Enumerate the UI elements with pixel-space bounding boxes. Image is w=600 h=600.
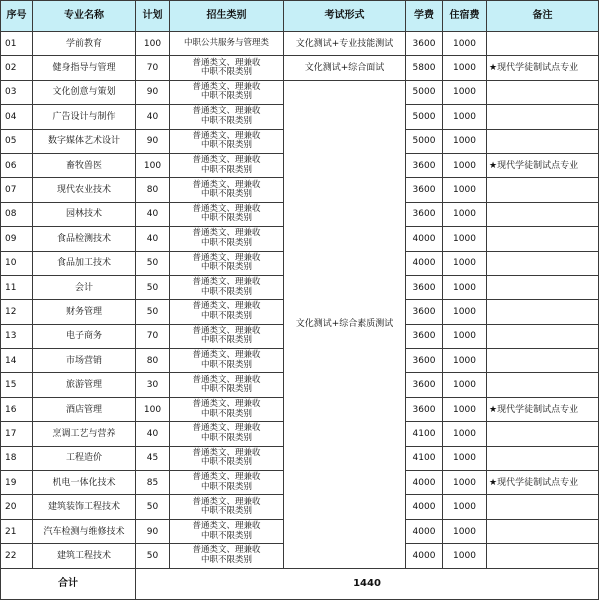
row-plan: 40 — [136, 422, 170, 446]
row-major: 烹调工艺与营养 — [33, 422, 136, 446]
row-note — [487, 129, 599, 153]
row-tuition: 4000 — [406, 251, 443, 275]
row-category — [170, 519, 284, 543]
row-category — [170, 300, 284, 324]
row-note — [487, 300, 599, 324]
category-line: 中职不限类别 — [200, 457, 252, 468]
row-exam: 文化测试+专业技能测试 — [284, 32, 406, 56]
category-line: 中职不限类别 — [200, 189, 252, 200]
row-tuition: 5000 — [406, 80, 443, 104]
row-note — [487, 349, 599, 373]
category-line: 中职不限类别 — [200, 286, 252, 297]
row-plan: 50 — [136, 544, 170, 568]
row-no: 08 — [1, 202, 33, 226]
row-dorm: 1000 — [443, 32, 487, 56]
category-line: 中职不限类别 — [200, 359, 252, 370]
row-category — [170, 202, 284, 226]
category-line: 普通类文、理兼收 — [192, 228, 261, 239]
row-note — [487, 422, 599, 446]
category-line: 普通类文、理兼收 — [192, 277, 261, 288]
row-note: ★现代学徒制试点专业 — [487, 471, 599, 495]
row-note — [487, 178, 599, 202]
total-label: 合计 — [1, 568, 136, 599]
row-major: 健身指导与管理 — [33, 56, 136, 80]
category-line: 普通类文、理兼收 — [192, 399, 261, 410]
row-plan: 100 — [136, 397, 170, 421]
row-plan: 40 — [136, 227, 170, 251]
category-line: 普通类文、理兼收 — [192, 423, 261, 434]
row-dorm: 1000 — [443, 519, 487, 543]
row-major: 电子商务 — [33, 324, 136, 348]
row-no: 04 — [1, 105, 33, 129]
row-plan: 50 — [136, 251, 170, 275]
category-line: 中职不限类别 — [200, 432, 252, 443]
row-plan: 90 — [136, 80, 170, 104]
row-major: 食品检测技术 — [33, 227, 136, 251]
row-tuition: 4000 — [406, 544, 443, 568]
header-exam: 考试形式 — [284, 1, 406, 32]
row-exam: 文化测试+综合面试 — [284, 56, 406, 80]
row-category — [170, 56, 284, 80]
category-line: 中职不限类别 — [200, 481, 252, 492]
category-line: 普通类文、理兼收 — [192, 521, 261, 531]
row-major: 文化创意与策划 — [33, 80, 136, 104]
row-no: 02 — [1, 56, 33, 80]
row-dorm: 1000 — [443, 471, 487, 495]
category-line: 中职不限类别 — [200, 310, 252, 321]
category-line: 普通类文、理兼收 — [192, 301, 261, 312]
row-dorm: 1000 — [443, 153, 487, 177]
category-line: 中职不限类别 — [200, 506, 252, 517]
category-line: 普通类文、理兼收 — [192, 472, 261, 483]
row-tuition: 3600 — [406, 178, 443, 202]
row-dorm: 1000 — [443, 227, 487, 251]
row-note — [487, 495, 599, 519]
row-note — [487, 80, 599, 104]
row-dorm: 1000 — [443, 373, 487, 397]
category-line: 普通类文、理兼收 — [192, 545, 261, 556]
header-row — [1, 1, 599, 32]
category-line: 普通类文、理兼收 — [192, 81, 261, 92]
row-no: 05 — [1, 129, 33, 153]
row-category: 中职公共服务与管理类 — [170, 32, 284, 56]
row-plan: 100 — [136, 32, 170, 56]
row-no: 14 — [1, 349, 33, 373]
row-tuition: 4000 — [406, 227, 443, 251]
row-dorm: 1000 — [443, 495, 487, 519]
category-line: 普通类文、理兼收 — [192, 57, 261, 68]
row-plan: 40 — [136, 105, 170, 129]
row-plan: 80 — [136, 349, 170, 373]
category-line: 普通类文、理兼收 — [192, 325, 261, 336]
row-category — [170, 373, 284, 397]
category-line: 普通类文、理兼收 — [192, 130, 261, 141]
row-category — [170, 446, 284, 470]
table-row — [1, 80, 599, 104]
row-note — [487, 275, 599, 299]
row-category — [170, 471, 284, 495]
row-tuition: 3600 — [406, 373, 443, 397]
row-tuition: 3600 — [406, 202, 443, 226]
row-plan: 70 — [136, 324, 170, 348]
row-major: 数字媒体艺术设计 — [33, 129, 136, 153]
row-plan: 90 — [136, 519, 170, 543]
row-plan: 80 — [136, 178, 170, 202]
category-line: 中职不限类别 — [200, 115, 252, 126]
row-no: 20 — [1, 495, 33, 519]
row-dorm: 1000 — [443, 446, 487, 470]
row-major: 旅游管理 — [33, 373, 136, 397]
row-category — [170, 324, 284, 348]
category-line: 中职不限类别 — [200, 262, 252, 273]
table-row — [1, 32, 599, 56]
row-major: 市场营销 — [33, 349, 136, 373]
row-major: 园林技术 — [33, 202, 136, 226]
category-line: 中职不限类别 — [200, 384, 252, 395]
row-plan: 70 — [136, 56, 170, 80]
row-note — [487, 202, 599, 226]
category-line: 中职不限类别 — [200, 91, 252, 102]
row-category — [170, 227, 284, 251]
header-tuition: 学费 — [406, 1, 443, 32]
row-no: 21 — [1, 519, 33, 543]
row-category — [170, 251, 284, 275]
row-category — [170, 544, 284, 568]
category-line: 中职不限类别 — [200, 408, 252, 419]
row-major: 现代农业技术 — [33, 178, 136, 202]
row-dorm: 1000 — [443, 275, 487, 299]
row-note: ★现代学徒制试点专业 — [487, 397, 599, 421]
row-note — [487, 251, 599, 275]
category-line: 中职不限类别 — [200, 164, 252, 175]
row-tuition: 3600 — [406, 397, 443, 421]
row-note — [487, 227, 599, 251]
category-line: 普通类文、理兼收 — [192, 252, 261, 263]
category-line: 普通类文、理兼收 — [192, 155, 261, 166]
category-line: 中职不限类别 — [200, 554, 252, 565]
total-value: 1440 — [136, 568, 599, 599]
row-dorm: 1000 — [443, 105, 487, 129]
total-row — [1, 568, 599, 599]
row-note — [487, 324, 599, 348]
header-category: 招生类别 — [170, 1, 284, 32]
row-plan: 100 — [136, 153, 170, 177]
category-line: 中职不限类别 — [200, 530, 252, 541]
row-dorm: 1000 — [443, 129, 487, 153]
row-no: 11 — [1, 275, 33, 299]
category-line: 普通类文、理兼收 — [192, 496, 261, 507]
row-note — [487, 544, 599, 568]
row-note: ★现代学徒制试点专业 — [487, 153, 599, 177]
row-dorm: 1000 — [443, 397, 487, 421]
row-dorm: 1000 — [443, 178, 487, 202]
row-major: 财务管理 — [33, 300, 136, 324]
row-tuition: 3600 — [406, 32, 443, 56]
row-plan: 85 — [136, 471, 170, 495]
row-category — [170, 153, 284, 177]
row-category — [170, 495, 284, 519]
row-plan: 30 — [136, 373, 170, 397]
row-category — [170, 397, 284, 421]
row-no: 03 — [1, 80, 33, 104]
row-no: 22 — [1, 544, 33, 568]
category-line: 普通类文、理兼收 — [192, 447, 261, 458]
row-major: 会计 — [33, 275, 136, 299]
row-dorm: 1000 — [443, 251, 487, 275]
row-major: 汽车检测与维修技术 — [33, 519, 136, 543]
row-category — [170, 105, 284, 129]
row-note — [487, 446, 599, 470]
row-major: 建筑工程技术 — [33, 544, 136, 568]
row-no: 07 — [1, 178, 33, 202]
category-line: 普通类文、理兼收 — [192, 374, 261, 385]
row-no: 12 — [1, 300, 33, 324]
row-dorm: 1000 — [443, 349, 487, 373]
row-major: 学前教育 — [33, 32, 136, 56]
category-line: 中职不限类别 — [200, 237, 252, 248]
row-tuition: 3600 — [406, 324, 443, 348]
row-tuition: 3600 — [406, 275, 443, 299]
row-major: 建筑装饰工程技术 — [33, 495, 136, 519]
row-tuition: 4100 — [406, 422, 443, 446]
row-dorm: 1000 — [443, 56, 487, 80]
header-note: 备注 — [487, 1, 599, 32]
table-row — [1, 56, 599, 80]
category-line: 中职不限类别 — [200, 213, 252, 224]
row-dorm: 1000 — [443, 300, 487, 324]
row-no: 19 — [1, 471, 33, 495]
row-plan: 50 — [136, 495, 170, 519]
row-tuition: 5000 — [406, 129, 443, 153]
row-dorm: 1000 — [443, 544, 487, 568]
row-no: 17 — [1, 422, 33, 446]
row-major: 工程造价 — [33, 446, 136, 470]
row-plan: 90 — [136, 129, 170, 153]
exam-merged: 文化测试+综合素质测试 — [284, 80, 406, 568]
category-line: 普通类文、理兼收 — [192, 106, 261, 117]
row-dorm: 1000 — [443, 202, 487, 226]
row-category — [170, 178, 284, 202]
row-note — [487, 32, 599, 56]
row-tuition: 4000 — [406, 495, 443, 519]
header-plan: 计划 — [136, 1, 170, 32]
row-no: 09 — [1, 227, 33, 251]
row-dorm: 1000 — [443, 422, 487, 446]
row-major: 畜牧兽医 — [33, 153, 136, 177]
category-line: 中职不限类别 — [200, 335, 252, 346]
row-plan: 50 — [136, 275, 170, 299]
row-note: ★现代学徒制试点专业 — [487, 56, 599, 80]
row-dorm: 1000 — [443, 80, 487, 104]
row-major: 广告设计与制作 — [33, 105, 136, 129]
row-no: 15 — [1, 373, 33, 397]
row-tuition: 5800 — [406, 56, 443, 80]
row-tuition: 3600 — [406, 349, 443, 373]
row-category — [170, 275, 284, 299]
row-tuition: 5000 — [406, 105, 443, 129]
row-no: 10 — [1, 251, 33, 275]
row-no: 01 — [1, 32, 33, 56]
category-line: 中职不限类别 — [200, 67, 252, 78]
row-category — [170, 80, 284, 104]
row-note — [487, 373, 599, 397]
row-no: 06 — [1, 153, 33, 177]
header-no: 序号 — [1, 1, 33, 32]
row-tuition: 3600 — [406, 153, 443, 177]
row-plan: 45 — [136, 446, 170, 470]
row-category — [170, 129, 284, 153]
row-plan: 50 — [136, 300, 170, 324]
row-no: 18 — [1, 446, 33, 470]
category-line: 普通类文、理兼收 — [192, 203, 261, 214]
row-tuition: 4000 — [406, 519, 443, 543]
row-major: 机电一体化技术 — [33, 471, 136, 495]
row-category — [170, 422, 284, 446]
row-dorm: 1000 — [443, 324, 487, 348]
row-no: 13 — [1, 324, 33, 348]
category-line: 普通类文、理兼收 — [192, 350, 261, 361]
row-note — [487, 105, 599, 129]
row-no: 16 — [1, 397, 33, 421]
row-tuition: 3600 — [406, 300, 443, 324]
header-major: 专业名称 — [33, 1, 136, 32]
row-tuition: 4000 — [406, 471, 443, 495]
category-line: 普通类文、理兼收 — [192, 179, 261, 190]
row-major: 食品加工技术 — [33, 251, 136, 275]
row-note — [487, 519, 599, 543]
row-major: 酒店管理 — [33, 397, 136, 421]
row-category — [170, 349, 284, 373]
row-plan: 40 — [136, 202, 170, 226]
category-line: 中职不限类别 — [200, 140, 252, 151]
header-dorm: 住宿费 — [443, 1, 487, 32]
row-tuition: 4100 — [406, 446, 443, 470]
